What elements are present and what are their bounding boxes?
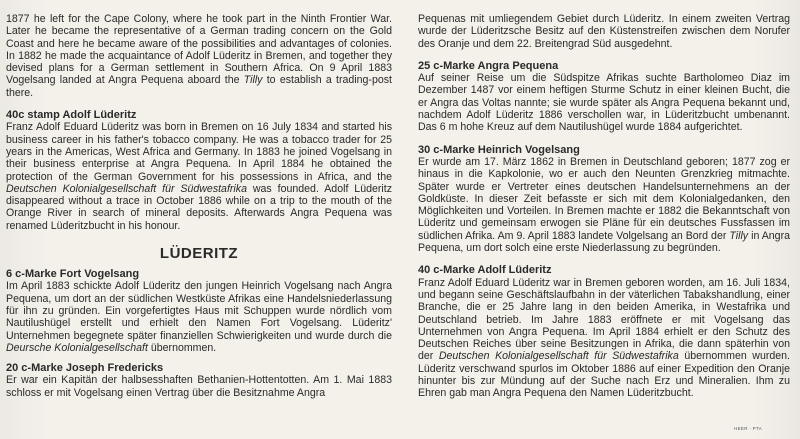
- company-name: Deutschen Kolonialgesellschaft für Südwestafrika: [6, 182, 247, 195]
- right-intro-paragraph: Pequenas mit umliegendem Gebiet durch Lüderitz. In einem zweiten Vertrag wurde der Lüderitzsche Besitz auf den Küstenstreifen zwischen dem Norufer des Oranje und dem 22. Breitengrad Süd ausgedehnt.: [418, 13, 790, 50]
- m20-paragraph: Er war ein Kapitän der halbsesshaften Bethanien-Hottentotten. Am 1. Mai 1883 schloss er mit Vogelsang einen Vertrag über die Besitznahme Angra: [6, 374, 392, 399]
- m30-heading: 30 c-Marke Heinrich Vogelsang: [418, 143, 580, 156]
- company-name: Deursche Kolonialgesellschaft: [6, 341, 148, 354]
- company-name: Deutschen Kolonialgesellschaft für Südwestafrika: [438, 350, 679, 363]
- left-column: [6, 13, 392, 399]
- m20-heading: 20 c-Marke Joseph Fredericks: [6, 362, 164, 375]
- ship-name: Tilly: [243, 74, 263, 87]
- section-title: LÜDERITZ: [159, 245, 239, 263]
- m40-heading: 40 c-Marke Adolf Lüderitz: [418, 264, 552, 277]
- intro-paragraph: 1877 he left for the Cape Colony, where he took part in the Ninth Frontier War. Later he became the representative of a German trading concern on the Gold Coast and here he became aware of the possibilities and advantages of colonies. In 1882 he made the acquaintance of Adolf Lüderitz in Bremen, and together they devised plans for a German settlement in Southern Africa. On 9 April 1883 Vogelsang landed at Angra Pequena aboard the Tilly to establish a trading-post there.: [6, 13, 392, 99]
- stamp40-paragraph: Franz Adolf Eduard Lüderitz was born in Bremen on 16 July 1834 and started his business career in his father's tobacco company. He was a tobacco trader for 25 years in the Americas, West Africa and Germany. In 1883 he joined Vogelsang in their business enterprise at Angra Pequena. In April 1884 he obtained the protection of the German Government for his possessions in Africa, and the Deutschen Kolonialgesellschaft für Südwestafrika was founded. Adolf Lüderitz disappeared without a trace in October 1886 while on a trip to the mouth of the Orange River in search of mineral deposits. Afterwards Angra Pequena was renamed Lüderitzbucht in his honour.: [6, 121, 392, 232]
- m6-paragraph: Im April 1883 schickte Adolf Lüderitz den jungen Heinrich Vogelsang nach Angra Pequena, um dort an der südlichen Westküste Afrikas eine Handelsniederlassung für ihn zu gründen. Ein vorgefertigtes Haus mit Schuppen wurde nördlich vom Nautilushügel erstellt und erhielt den Namen Fort Vogelsang. Lüderitz' Unternehmen begegnete später finanziellen Schwierigkeiten und wurde durch die Deursche Kolonialgesellschaft übernommen.: [6, 280, 392, 354]
- printer-credit: HEER · PTA: [734, 426, 762, 431]
- right-column: [418, 13, 790, 400]
- m30-paragraph: Er wurde am 17. März 1862 in Bremen in Deutschland geboren; 1877 zog er hinaus in die Kapkolonie, wo er auch den Neunten Grenzkrieg mitmachte. Später wurde er Vertreter eines deutschen Handelsunternehmens an der Goldküste. In dieser Zeit befasste er sich mit dem Kolonialgedanken, den Möglichkeiten und Vorteilen. In Bremen machte er 1882 die Bekanntschaft von Lüderitz und gemeinsam erwogen sie Pläne für ein deutsches Fussfassen im südlichen Afrika. Am 9. April 1883 landete Volgelsang an Bord der Tilly in Angra Pequena, um dort solch eine erste Niederlassung zu begründen.: [418, 155, 790, 255]
- stamp40-heading: 40c stamp Adolf Lüderitz: [6, 109, 137, 122]
- m25-paragraph: Auf seiner Reise um die Südspitze Afrikas suchte Bartholomeo Diaz im Dezember 1487 vor einem heftigen Sturme Schutz in einer kleinen Bucht, die er Angra das Voltas nannte; sie wurde später als Angra Pequena bekannt und, nachdem Adolf Lüderitz 1886 verschollen war, in Lüderitzbucht umbenannt. Das 6 m hohe Kreuz auf dem Nautilushügel wurde 1884 aufgerichtet.: [418, 72, 790, 134]
- m40-paragraph: Franz Adolf Eduard Lüderitz war in Bremen geboren worden, am 16. Juli 1834, und begann seine Geschäftslaufbahn in der väterlichen Tabakshandlung, einer Branche, die er 25 Jahre lang in den beiden Amerika, in Westafrika und Deutschland betrieb. Im Jahre 1883 eröffnete er mit Vogelsang das Unternehmen von Angra Pequena. Im April 1884 erhielt er den Schutz des Deutschen Reiches über seine Besitzungen in Afrika, die dann späterhin von der Deutschen Kolonialgesellschaft für Südwestafrika übernommen wurden. Lüderitz verschwand spurlos im Oktober 1886 auf einer Expedition den Oranje hinunter bis zur Mündung auf der Suche nach Erz und Mineralien. Ihm zu Ehren gab man Angra Pequena den Namen Lüderitzbucht.: [418, 276, 790, 400]
- m6-heading: 6 c-Marke Fort Vogelsang: [6, 268, 140, 281]
- ship-name: Tilly: [729, 229, 749, 242]
- m25-heading: 25 c-Marke Angra Pequena: [418, 59, 559, 72]
